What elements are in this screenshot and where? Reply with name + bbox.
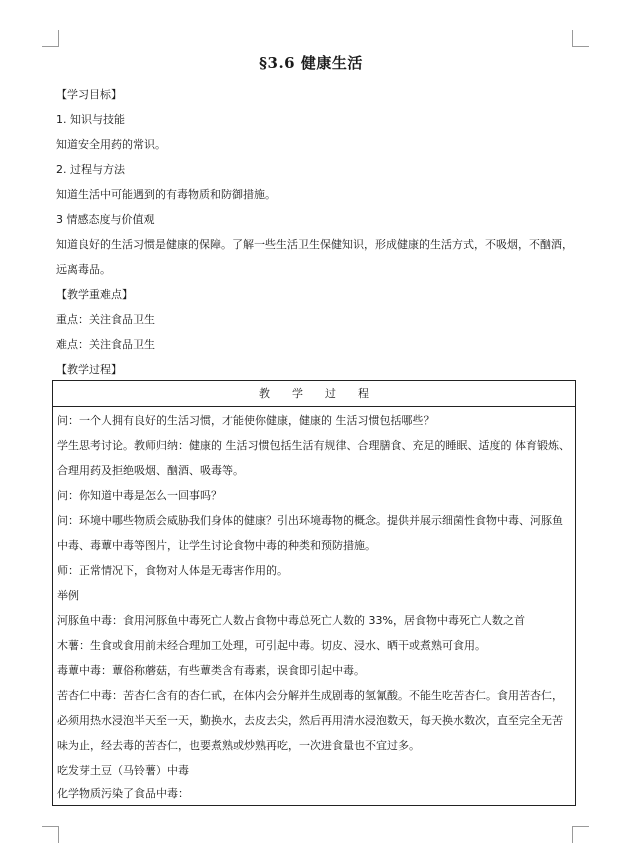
table-row: 味为止，经去毒的苦杏仁，也要煮熟或炒熟再吃，一次进食量也不宜过多。 — [57, 739, 420, 752]
section-heading-goals: 【学习目标】 — [56, 88, 122, 101]
crop-mark-top-left — [42, 30, 59, 47]
table-row: 学生思考讨论。教师归纳：健康的 生活习惯包括生活有规律、合理膳食、充足的睡眠、适度的 体育锻炼、 — [57, 439, 570, 452]
goal-text-attitude-line-1: 知道良好的生活习惯是健康的保障。了解一些生活卫生保健知识，形成健康的生活方式，不吸烟，不酗酒， — [56, 238, 573, 251]
goal-heading-process: 2. 过程与方法 — [56, 163, 125, 176]
goal-text-knowledge: 知道安全用药的常识。 — [56, 138, 166, 151]
table-row: 吃发芽土豆（马铃薯）中毒 — [57, 764, 189, 777]
crop-mark-bottom-right — [572, 826, 589, 843]
table-row: 木薯：生食或食用前未经合理加工处理，可引起中毒。切皮、浸水、晒干或煮熟可食用。 — [57, 639, 486, 652]
goal-heading-attitude: 3 情感态度与价值观 — [56, 213, 155, 226]
goal-text-process: 知道生活中可能遇到的有毒物质和防御措施。 — [56, 188, 276, 201]
difficult-point-text: 难点：关注食品卫生 — [56, 338, 155, 351]
table-row: 举例 — [57, 589, 79, 602]
table-row: 中毒、毒蕈中毒等图片，让学生讨论食物中毒的种类和预防措施。 — [57, 539, 376, 552]
table-row: 苦杏仁中毒：苦杏仁含有的杏仁甙，在体内会分解并生成剧毒的氢氰酸。不能生吃苦杏仁。食用苦杏仁， — [57, 689, 563, 702]
section-heading-process: 【教学过程】 — [56, 363, 122, 376]
crop-mark-top-right — [572, 30, 589, 47]
table-row: 毒蕈中毒：蕈俗称蘑菇，有些蕈类含有毒素，误食即引起中毒。 — [57, 664, 365, 677]
table-row: 合理用药及拒绝吸烟、酗酒、吸毒等。 — [57, 464, 244, 477]
table-row: 问：你知道中毒是怎么一回事吗？ — [57, 489, 222, 502]
document-title: §3.6 健康生活 — [259, 54, 363, 72]
teaching-process-table — [52, 380, 576, 806]
key-point-text: 重点：关注食品卫生 — [56, 313, 155, 326]
table-row: 师：正常情况下，食物对人体是无毒害作用的。 — [57, 564, 288, 577]
table-row: 化学物质污染了食品中毒： — [57, 787, 189, 800]
table-row: 河豚鱼中毒：食用河豚鱼中毒死亡人数占食物中毒总死亡人数的 33%，居食物中毒死亡人数之首 — [57, 614, 525, 627]
goal-heading-knowledge: 1. 知识与技能 — [56, 113, 125, 126]
table-row: 必须用热水浸泡半天至一天，勤换水，去皮去尖，然后再用清水浸泡数天，每天换水数次，直至完全无苦 — [57, 714, 563, 727]
table-row: 问：环境中哪些物质会威胁我们身体的健康？引出环境毒物的概念。提供并展示细菌性食物中毒、河豚鱼 — [57, 514, 563, 527]
section-heading-key-points: 【教学重难点】 — [56, 288, 133, 301]
crop-mark-bottom-left — [42, 826, 59, 843]
goal-text-attitude-line-2: 远离毒品。 — [56, 263, 111, 276]
table-header: 教学过程 — [53, 381, 575, 407]
table-row: 问：一个人拥有良好的生活习惯，才能使你健康，健康的 生活习惯包括哪些？ — [57, 414, 435, 427]
